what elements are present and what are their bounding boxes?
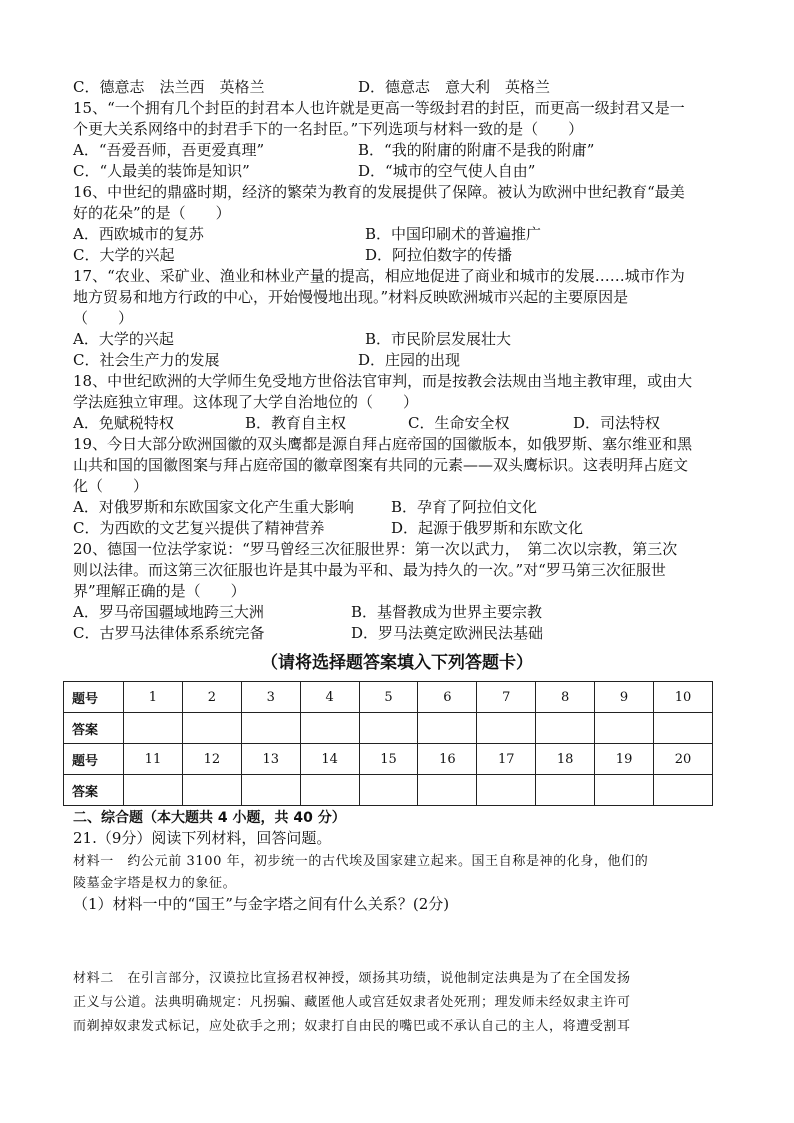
- question-number-cell: 1: [124, 682, 183, 713]
- option-d: D．德意志 意大利 英格兰: [358, 78, 551, 96]
- q19-stem-line3: 化（ ）: [73, 477, 149, 495]
- q21-subquestion-1: （1）材料一中的“国王”与金字塔之间有什么关系？(2分): [73, 895, 450, 913]
- q15-stem-line2: 个更大关系网络中的封君手下的一名封臣。”下列选项与材料一致的是（ ）: [73, 120, 584, 138]
- question-number-cell: 10: [654, 682, 713, 713]
- q19-stem-line2: 山共和国的国徽图案与拜占庭帝国的徽章图案有共同的元素——双头鹰标识。这表明拜占庭文: [73, 456, 689, 474]
- question-number-cell: 17: [477, 744, 536, 775]
- option-b: B．教育自主权: [245, 414, 347, 432]
- answer-cell[interactable]: [536, 713, 595, 744]
- material1-line1: 材料一 约公元前 3100 年，初步统一的古代埃及国家建立起来。国王自称是神的化身，他们的: [73, 854, 649, 869]
- q20-stem-line2: 则以法律。而这第三次征服也许是其中最为平和、最为持久的一次。”对“罗马第三次征服世: [73, 561, 666, 579]
- question-number-cell: 11: [124, 744, 183, 775]
- q17-stem-line2: 地方贸易和地方行政的中心，开始慢慢地出现。”材料反映欧洲城市兴起的主要原因是: [73, 288, 629, 306]
- label-answer: 答案: [64, 713, 124, 744]
- option-c: C．“人最美的装饰是知识”: [73, 162, 250, 180]
- question-number-cell: 5: [359, 682, 418, 713]
- answer-cell[interactable]: [241, 713, 300, 744]
- material2-line2: 正义与公道。法典明确规定：凡拐骗、藏匿他人或宫廷奴隶者处死刑；理发师未经奴隶主许可: [73, 995, 631, 1010]
- question-number-cell: 8: [536, 682, 595, 713]
- option-c: C．为西欧的文艺复兴提供了精神营养: [73, 519, 325, 537]
- q16-stem-line2: 好的花朵”的是（ ）: [73, 204, 231, 222]
- option-b: B．“我的附庸的附庸不是我的附庸”: [358, 141, 595, 159]
- question-number-cell: 9: [595, 682, 654, 713]
- option-c: C．德意志 法兰西 英格兰: [73, 78, 265, 96]
- option-b: B．基督教成为世界主要宗教: [351, 603, 543, 621]
- q18-stem-line2: 学法庭独立审理。这体现了大学自治地位的（ ）: [73, 393, 419, 411]
- option-a: A．对俄罗斯和东欧国家文化产生重大影响: [73, 498, 354, 516]
- option-a: A．大学的兴起: [73, 330, 174, 348]
- option-d: D．罗马法奠定欧洲民法基础: [351, 624, 544, 642]
- q19-stem-line1: 19、今日大部分欧洲国徽的双头鹰都是源自拜占庭帝国的国徽版本，如俄罗斯、塞尔维亚和黑: [73, 435, 693, 453]
- q21-intro: 21.（9分）阅读下列材料，回答问题。: [73, 829, 332, 847]
- option-d: D．阿拉伯数字的传播: [365, 246, 513, 264]
- question-number-cell: 7: [477, 682, 536, 713]
- answer-card-number-row: [64, 682, 713, 713]
- option-c: C．古罗马法律体系系统完备: [73, 624, 265, 642]
- answer-card-title: （请将选择题答案填入下列答题卡）: [261, 653, 533, 673]
- answer-cell[interactable]: [595, 713, 654, 744]
- option-a: A．西欧城市的复苏: [73, 225, 204, 243]
- option-d: D．“城市的空气使人自由”: [358, 162, 536, 180]
- section-heading: 二、综合题（本大题共 4 小题，共 40 分）: [73, 810, 346, 826]
- question-number-cell: 15: [359, 744, 418, 775]
- answer-cell[interactable]: [654, 713, 713, 744]
- q20-stem-line1: 20、德国一位法学家说：“罗马曾经三次征服世界：第一次以武力， 第二次以宗教，第三次: [73, 540, 678, 558]
- answer-cell[interactable]: [359, 775, 418, 806]
- answer-card-number-row: [64, 744, 713, 775]
- question-number-cell: 4: [300, 682, 359, 713]
- answer-card-answer-row: [64, 713, 713, 744]
- question-number-cell: 2: [182, 682, 241, 713]
- option-b: B．中国印刷术的普遍推广: [365, 225, 542, 243]
- q17-stem-line1: 17、“农业、采矿业、渔业和林业产量的提高，相应地促进了商业和城市的发展……城市作为: [73, 267, 685, 285]
- q20-stem-line3: 界”理解正确的是（ ）: [73, 582, 246, 600]
- answer-cell[interactable]: [654, 775, 713, 806]
- question-number-cell: 6: [418, 682, 477, 713]
- answer-cell[interactable]: [418, 775, 477, 806]
- question-number-cell: 20: [654, 744, 713, 775]
- material2-line3: 而剃掉奴隶发式标记，应处砍手之刑；奴隶打自由民的嘴巴或不承认自己的主人，将遭受割耳: [73, 1019, 631, 1034]
- option-d: D．司法特权: [573, 414, 661, 432]
- label-answer: 答案: [64, 775, 124, 806]
- answer-cell[interactable]: [477, 775, 536, 806]
- answer-cell[interactable]: [595, 775, 654, 806]
- material2-line1: 材料二 在引言部分，汉谟拉比宣扬君权神授，颂扬其功绩，说他制定法典是为了在全国发扬: [73, 971, 631, 986]
- q15-stem-line1: 15、“一个拥有几个封臣的封君本人也许就是更高一等级封君的封臣，而更高一级封君又是一: [73, 99, 685, 117]
- question-number-cell: 13: [241, 744, 300, 775]
- option-d: D．起源于俄罗斯和东欧文化: [391, 519, 584, 537]
- option-c: C．生命安全权: [408, 414, 510, 432]
- option-a: A．罗马帝国疆域地跨三大洲: [73, 603, 264, 621]
- option-a: A．免赋税特权: [73, 414, 174, 432]
- answer-card-answer-row: [64, 775, 713, 806]
- answer-cell[interactable]: [359, 713, 418, 744]
- option-b: B．孕育了阿拉伯文化: [391, 498, 538, 516]
- answer-cell[interactable]: [477, 713, 536, 744]
- answer-card-table: [63, 681, 713, 806]
- option-c: C．社会生产力的发展: [73, 351, 220, 369]
- option-d: D．庄园的出现: [358, 351, 461, 369]
- answer-cell[interactable]: [536, 775, 595, 806]
- question-number-cell: 12: [182, 744, 241, 775]
- answer-cell[interactable]: [124, 713, 183, 744]
- q16-stem-line1: 16、中世纪的鼎盛时期，经济的繁荣为教育的发展提供了保障。被认为欧洲中世纪教育“最美: [73, 183, 685, 201]
- option-c: C．大学的兴起: [73, 246, 175, 264]
- question-number-cell: 16: [418, 744, 477, 775]
- option-a: A．“吾爱吾师，吾更爱真理”: [73, 141, 265, 159]
- material1-line2: 陵墓金字塔是权力的象征。: [73, 876, 237, 891]
- answer-cell[interactable]: [418, 713, 477, 744]
- answer-cell[interactable]: [241, 775, 300, 806]
- question-number-cell: 19: [595, 744, 654, 775]
- answer-cell[interactable]: [182, 713, 241, 744]
- question-number-cell: 14: [300, 744, 359, 775]
- q17-stem-line3: （ ）: [73, 309, 134, 327]
- question-number-cell: 18: [536, 744, 595, 775]
- answer-cell[interactable]: [124, 775, 183, 806]
- q18-stem-line1: 18、中世纪欧洲的大学师生免受地方世俗法官审判，而是按教会法规由当地主教审理，或由大: [73, 372, 693, 390]
- question-number-cell: 3: [241, 682, 300, 713]
- label-question-number: 题号: [64, 744, 124, 775]
- answer-cell[interactable]: [300, 713, 359, 744]
- answer-cell[interactable]: [182, 775, 241, 806]
- answer-cell[interactable]: [300, 775, 359, 806]
- label-question-number: 题号: [64, 682, 124, 713]
- option-b: B．市民阶层发展壮大: [365, 330, 512, 348]
